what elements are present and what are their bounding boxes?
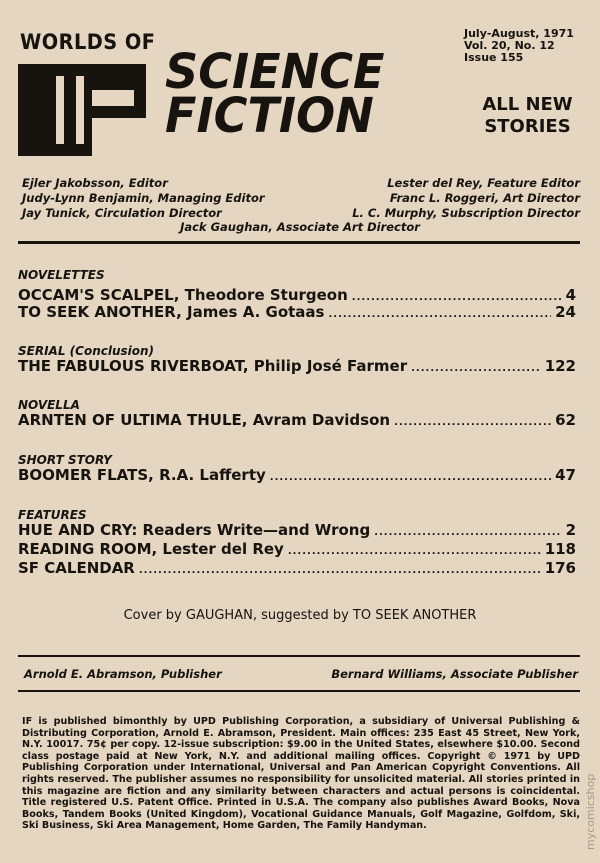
toc-entry <box>18 357 576 374</box>
toc-page: 47 <box>555 466 576 484</box>
tagline-line-1: ALL NEW <box>482 94 573 115</box>
toc-leader <box>352 292 562 303</box>
section-serial: SERIAL (Conclusion) <box>18 344 155 358</box>
section-novelettes: NOVELETTES <box>18 268 105 282</box>
toc-leader <box>411 363 541 374</box>
title-fiction: FICTION <box>165 88 374 144</box>
section-short-story: SHORT STORY <box>18 453 112 467</box>
toc-title: SF CALENDAR <box>18 559 135 577</box>
toc-title: HUE AND CRY: Readers Write—and Wrong <box>18 521 371 539</box>
section-novella: NOVELLA <box>18 398 80 412</box>
toc-title: THE FABULOUS RIVERBOAT, Philip José Farmer <box>18 357 408 375</box>
toc-leader <box>328 309 551 320</box>
title-science: SCIENCE <box>165 44 385 100</box>
toc-leader <box>270 472 551 483</box>
masthead-worlds-of: WORLDS OF <box>20 30 156 54</box>
toc-page: 118 <box>544 540 576 558</box>
toc-entry <box>18 303 576 320</box>
toc-title: ARNTEN OF ULTIMA THULE, Avram Davidson <box>18 411 391 429</box>
staff-left <box>22 176 265 221</box>
section-features: FEATURES <box>18 508 87 522</box>
divider-top <box>18 241 580 244</box>
issue-volume: Vol. 20, No. 12 <box>464 39 555 52</box>
divider-publishers-top <box>18 655 580 657</box>
staff-circulation-director: Jay Tunick, Circulation Director <box>22 206 222 220</box>
all-new-stories-tagline <box>470 94 585 138</box>
toc-title: BOOMER FLATS, R.A. Lafferty <box>18 466 266 484</box>
toc-entry <box>18 286 576 303</box>
toc-entry <box>18 540 576 557</box>
toc-entry <box>18 466 576 483</box>
toc-leader <box>139 565 541 576</box>
associate-publisher: Bernard Williams, Associate Publisher <box>331 667 578 681</box>
staff-associate-art-director: Jack Gaughan, Associate Art Director <box>180 220 420 234</box>
toc-page: 4 <box>565 286 576 304</box>
magazine-title <box>165 44 385 144</box>
issue-info <box>464 28 574 64</box>
watermark: mycomicshop <box>584 773 597 850</box>
toc-title: OCCAM'S SCALPEL, Theodore Sturgeon <box>18 286 348 304</box>
toc-page: 62 <box>555 411 576 429</box>
staff-subscription-director: L. C. Murphy, Subscription Director <box>352 206 580 220</box>
staff-right <box>352 176 580 221</box>
toc-page: 2 <box>565 521 576 539</box>
toc-leader <box>394 417 551 428</box>
staff-art-director: Franc L. Roggeri, Art Director <box>389 191 580 205</box>
toc-entry <box>18 521 576 538</box>
divider-publishers-bottom <box>18 690 580 692</box>
toc-page: 176 <box>544 559 576 577</box>
toc-title: TO SEEK ANOTHER, James A. Gotaas <box>18 303 325 321</box>
staff-feature-editor: Lester del Rey, Feature Editor <box>387 176 580 190</box>
toc-page: 24 <box>555 303 576 321</box>
publisher: Arnold E. Abramson, Publisher <box>24 667 222 681</box>
toc-entry <box>18 411 576 428</box>
issue-date: July-August, 1971 <box>464 27 574 40</box>
toc-title: READING ROOM, Lester del Rey <box>18 540 284 558</box>
toc-entry <box>18 559 576 576</box>
toc-leader <box>288 546 541 557</box>
fine-print: IF is published bimonthly by UPD Publishing Corporation, a subsidiary of Universal Publishing & Distributing Corporation, Arnold E. Abramson, President. Main offices: 235 East 45 Street, New York, N.Y. 10017. 75¢ per copy. 12-issue subscription: $9.00 in the United States, elsewhere $10.00. Second class postage paid at New York, N.Y. and additional mailing offices. Copyright © 1971 by UPD Publishing Corporation under International, Universal and Pan American Copyright Conventions. All rights reserved. The publisher assumes no responsibility for unsolicited material. All stories printed in this magazine are fiction and any similarity between characters and actual persons is coincidental. Title registered U.S. Patent Office. Printed in U.S.A. The company also publishes Award Books, Nova Books, Tandem Books (United Kingdom), Vocational Guidance Manuals, Golf Magazine, Golfdom, Ski, Ski Business, Ski Area Management, Home Garden, The Family Handyman. <box>22 716 580 832</box>
tagline-line-2: STORIES <box>484 116 571 137</box>
toc-leader <box>374 527 561 538</box>
staff-managing-editor: Judy-Lynn Benjamin, Managing Editor <box>22 191 265 205</box>
cover-credit: Cover by GAUGHAN, suggested by TO SEEK ANOTHER <box>123 608 477 623</box>
issue-number: Issue 155 <box>464 51 524 64</box>
if-logo <box>18 64 146 156</box>
staff-editor: Ejler Jakobsson, Editor <box>22 176 168 190</box>
toc-page: 122 <box>544 357 576 375</box>
